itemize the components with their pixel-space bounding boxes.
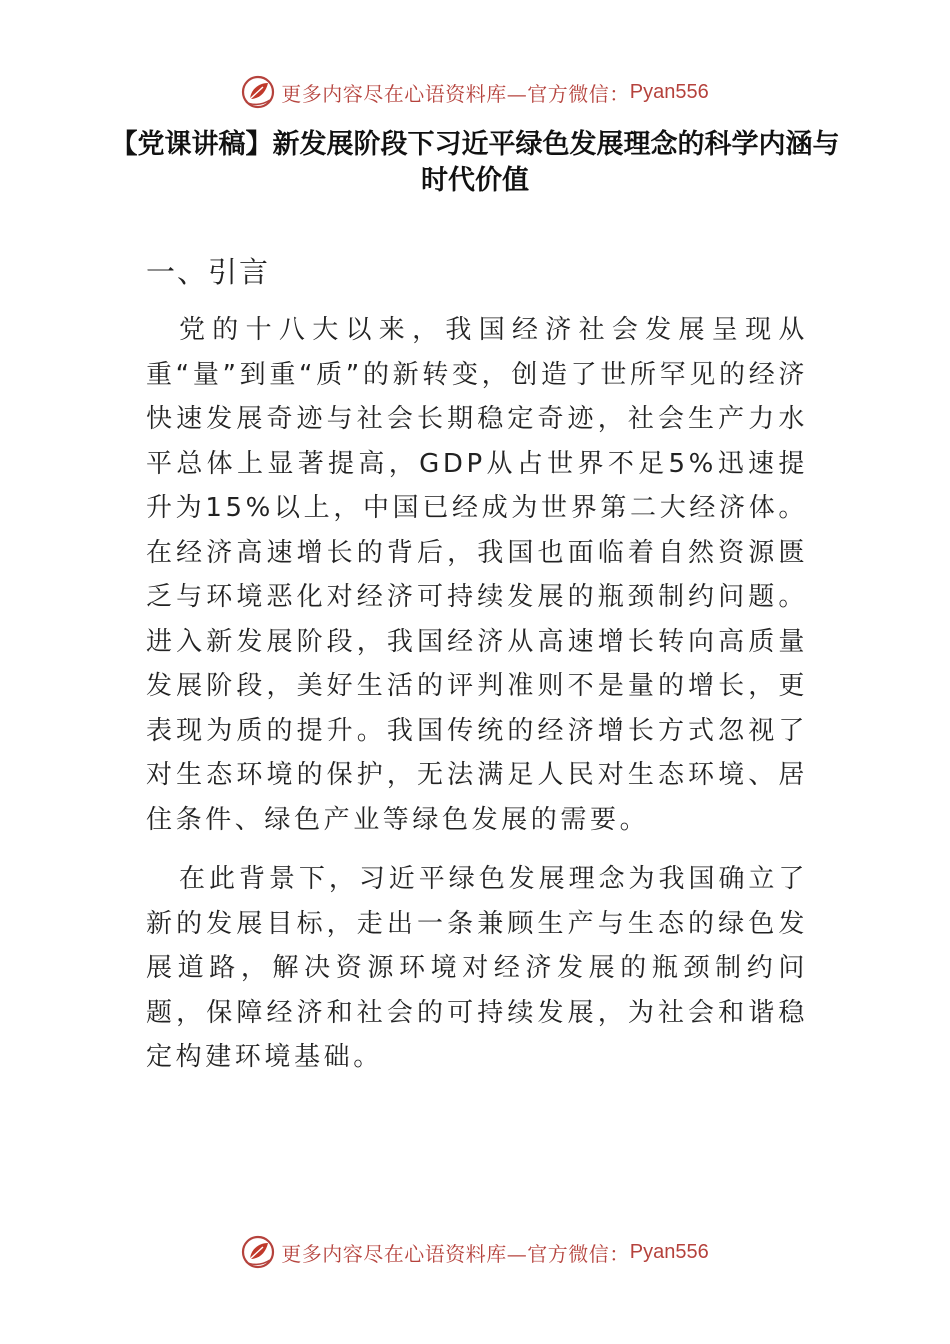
footer-banner [0,1232,950,1272]
banner-text: 更多内容尽在心语资料库—官方微信： [281,81,630,106]
banner-wechat-id: Pyan556 [629,1240,709,1263]
header-banner [0,72,950,112]
section-heading: 一、引言 [146,255,271,289]
red-leaf-logo-icon [241,1235,275,1269]
body-paragraph-2: 在此背景下，习近平绿色发展理念为我国确立了新的发展目标，走出一条兼顾生产与生态的绿色发展道路，解决资源环境对经济发展的瓶颈制约问题，保障经济和社会的可持续发展，为社会和谐稳定构建环境基础。 [146,864,808,1072]
body-paragraph-1: 党的十八大以来，我国经济社会发展呈现从重“量”到重“质”的新转变，创造了世所罕见的经济快速发展奇迹与社会长期稳定奇迹，社会生产力水平总体上显著提高，GDP从占世界不足5%迅速提升为15%以上，中国已经成为世界第二大经济体。在经济高速增长的背后，我国也面临着自然资源匮乏与环境恶化对经济可持续发展的瓶颈制约问题。进入新发展阶段，我国经济从高速增长转向高质量发展阶段，美好生活的评判准则不是量的增长，更表现为质的提升。我国传统的经济增长方式忽视了对生态环境的保护，无法满足人民对生态环境、居住条件、绿色产业等绿色发展的需要。 [146,315,808,835]
banner-text: 更多内容尽在心语资料库—官方微信： [281,1241,630,1266]
document-title: 【党课讲稿】新发展阶段下习近平绿色发展理念的科学内涵与时代价值 [110,129,840,196]
banner-wechat-id: Pyan556 [629,80,709,103]
red-leaf-logo-icon [241,75,275,109]
